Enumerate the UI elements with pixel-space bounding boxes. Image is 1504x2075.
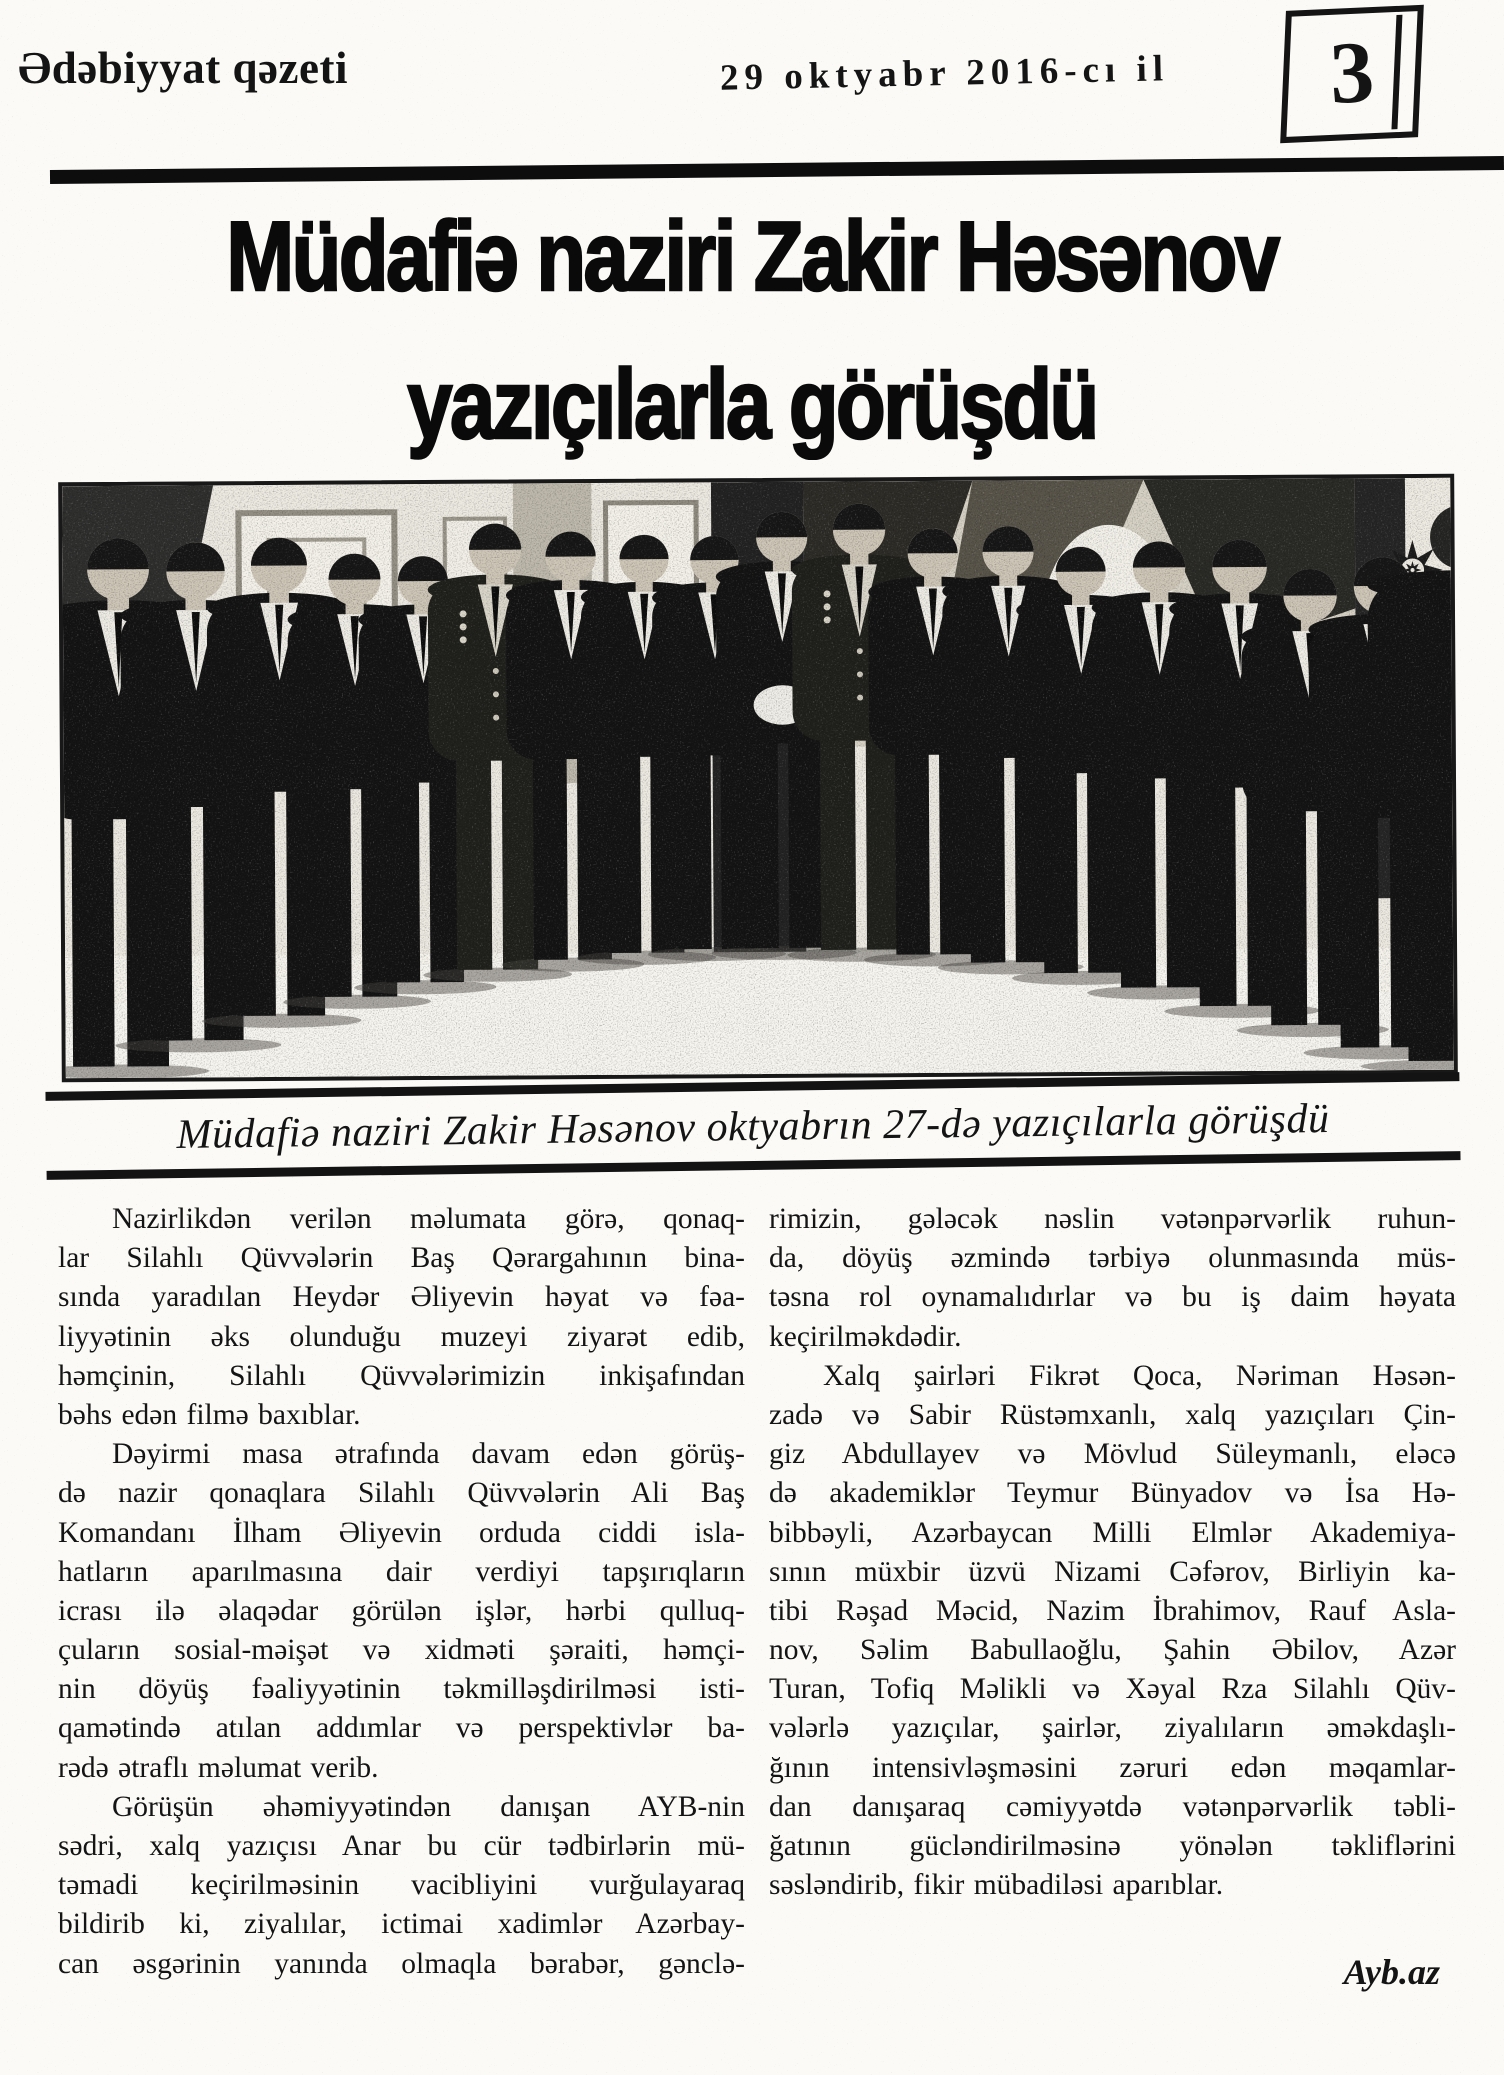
article-line: dan danışaraq cəmiyyətdə vətənpərvərlik təbli- — [769, 1790, 1456, 1823]
article-line: da, döyüş əzmində tərbiyə olunmasında müs- — [769, 1242, 1456, 1275]
article-line: liyyətinin əks olunduğu muzeyi ziyarət edib, — [58, 1320, 745, 1353]
article-line: sədri, xalq yazıçısı Anar bu cür tədbirlərin mü- — [58, 1830, 745, 1862]
article-line: icrası ilə əlaqədar görülən işlər, hərbi qulluq- — [58, 1594, 745, 1627]
headline — [0, 182, 1504, 478]
header-rule — [50, 156, 1504, 184]
article-line: də nazir qonaqlara Silahlı Qüvvələrin Ali Baş — [58, 1477, 745, 1510]
photo-caption: Müdafiə naziri Zakir Həsənov oktyabrın 27-də yazıçılarla görüşdü — [176, 1095, 1330, 1159]
page-edge-line — [1391, 15, 1402, 130]
article-line: keçirilməkdədir. — [769, 1320, 962, 1353]
article-line: Nazirlikdən verilən məlumata görə, qonaq- — [112, 1203, 745, 1235]
article-line: çuların sosial-məişət və xidməti şəraiti, həmçi- — [58, 1634, 745, 1667]
article-line: rimizin, gələcək nəslin vətənpərvərlik ruhun- — [769, 1203, 1456, 1235]
article-line: Komandanı İlham Əliyevin orduda ciddi isla- — [58, 1516, 745, 1549]
article-photo-figure — [58, 474, 1458, 1083]
article-line: sının müxbir üzvü Nizami Cəfərov, Birliyin ka- — [769, 1555, 1456, 1588]
page-number: 3 — [1327, 24, 1377, 123]
article-line: həmçinin, Silahlı Qüvvələrimizin inkişafından — [58, 1359, 745, 1392]
issue-date: 29 oktyabr 2016-cı il — [719, 48, 1170, 99]
article-line: ğının intensivləşməsini zəruri edən məqamlar- — [769, 1751, 1456, 1784]
article-line: giz Abdullayev və Mövlud Süleymanlı, eləcə — [769, 1438, 1456, 1471]
article-column-right — [769, 1200, 1456, 1993]
article-line: nov, Səlim Babullaoğlu, Şahin Əbilov, Azər — [769, 1634, 1456, 1667]
article-line: bəhs edən filmə baxıblar. — [58, 1398, 361, 1431]
article-line: hatların aparılmasına dair verdiyi tapşırıqların — [58, 1555, 745, 1588]
article-line: can əsgərinin yanında olmaqla bərabər, gənclə- — [58, 1947, 745, 1980]
article-line: bildirib ki, ziyalılar, ictimai xadimlər Azərbay- — [58, 1908, 745, 1941]
article-line: ğatının gücləndirilməsinə yönələn təkliflərini — [769, 1830, 1456, 1862]
article-line: Görüşün əhəmiyyətindən danışan AYB-nin — [112, 1790, 745, 1823]
article-line: tibi Rəşad Məcid, Nazim İbrahimov, Rauf Asla- — [769, 1594, 1456, 1627]
article-column-left — [58, 1200, 745, 1993]
headline-line-1: Müdafiə naziri Zakir Həsənov — [226, 201, 1278, 311]
photo-caption-band — [45, 1072, 1460, 1180]
article-line: vələrlə yazıçılar, şairlər, ziyalıların əməkdaşlı- — [769, 1712, 1456, 1745]
article-line: nin döyüş fəaliyyətinin təkmilləşdirilməsi isti- — [58, 1673, 745, 1706]
article-line: lar Silahlı Qüvvələrin Baş Qərargahının bina- — [58, 1242, 745, 1275]
masthead: Ədəbiyyat qəzeti — [18, 43, 348, 93]
article-line: səsləndirib, fikir mübadiləsi aparıblar. — [769, 1869, 1224, 1902]
byline: Ayb.az — [1343, 1952, 1440, 1993]
article-line: qamətində atılan addımlar və perspektivlər ba- — [58, 1712, 745, 1745]
article-line: təmadi keçirilməsinin vacibliyini vurğulayaraq — [58, 1869, 745, 1902]
group-photo-image — [62, 478, 1454, 1078]
article-line: sında yaradılan Heydər Əliyevin həyat və fəa- — [58, 1281, 745, 1314]
article-line: də akademiklər Teymur Bünyadov və İsa Hə- — [769, 1477, 1456, 1510]
article-body — [58, 1200, 1456, 1993]
article-line: təsna rol oynamalıdırlar və bu iş daim həyata — [769, 1281, 1456, 1314]
article-line: rədə ətraflı məlumat verib. — [58, 1751, 379, 1784]
article-line: zadə və Sabir Rüstəmxanlı, xalq yazıçıları Çin- — [769, 1398, 1456, 1431]
article-line: Turan, Tofiq Məlikli və Xəyal Rza Silahlı Qüv- — [769, 1673, 1456, 1706]
article-line: Dəyirmi masa ətrafında davam edən görüş- — [112, 1438, 745, 1471]
article-line: bibbəyli, Azərbaycan Milli Elmlər Akademiya- — [769, 1516, 1456, 1549]
page-number-box — [1280, 5, 1424, 143]
article-line: Xalq şairləri Fikrət Qoca, Nəriman Həsən- — [823, 1359, 1456, 1392]
grain-overlay-light — [62, 478, 1454, 1078]
headline-line-2: yazıçılarla görüşdü — [407, 349, 1097, 459]
